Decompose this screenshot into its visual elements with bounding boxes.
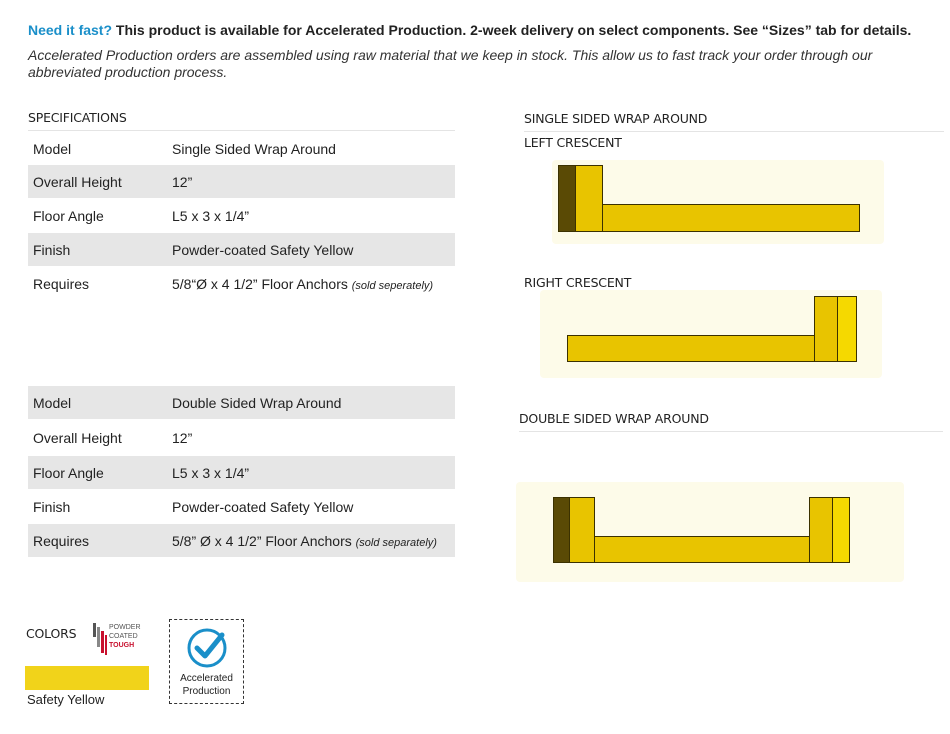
check-circle-icon [186, 627, 228, 669]
table-row [28, 266, 455, 301]
table-row [28, 386, 455, 419]
accelerated-notice [28, 22, 928, 38]
specifications-title: SPECIFICATIONS [28, 110, 127, 125]
double-sided-divider [519, 431, 943, 432]
table-row [28, 524, 455, 557]
spec-value: Double Sided Wrap Around [172, 394, 342, 411]
spec-key: Finish [33, 241, 71, 258]
accelerated-production-badge [169, 619, 244, 704]
table-row [28, 489, 455, 524]
need-it-fast-label: Need it fast? [28, 22, 113, 38]
spec-value: L5 x 3 x 1/4” [172, 207, 250, 224]
right-crescent-label: RIGHT CRESCENT [524, 275, 632, 290]
colors-title: COLORS [26, 626, 77, 641]
double-sided-title: DOUBLE SIDED WRAP AROUND [519, 411, 709, 426]
spec-key: Floor Angle [33, 464, 104, 481]
double-spec-table [28, 386, 455, 557]
table-row [28, 132, 455, 165]
safety-yellow-swatch [25, 666, 149, 690]
logo-line-2: COATED [109, 633, 138, 640]
spec-value: L5 x 3 x 1/4” [172, 464, 250, 481]
table-row [28, 198, 455, 233]
notice-text: This product is available for Accelerated Production. 2-week delivery on select components. See “Sizes” tab for details. [112, 22, 912, 38]
spec-key: Overall Height [33, 429, 122, 446]
spec-key: Finish [33, 498, 71, 515]
spec-value: 12” [172, 429, 193, 446]
table-row [28, 233, 455, 266]
single-spec-table [28, 132, 455, 301]
logo-line-1: POWDER [109, 624, 141, 631]
table-row [28, 456, 455, 489]
spec-key: Model [33, 140, 72, 157]
single-sided-title: SINGLE SIDED WRAP AROUND [524, 111, 708, 126]
spec-key: Floor Angle [33, 207, 104, 224]
intro-paragraph: Accelerated Production orders are assembled using raw material that we keep in stock. This allow us to fast track your order through our abbreviated production process. [28, 47, 873, 80]
spec-key: Overall Height [33, 173, 122, 190]
table-row [28, 165, 455, 198]
spec-value: 5/8” Ø x 4 1/2” Floor Anchors (sold separately) [172, 532, 437, 549]
spec-note: (sold separately) [355, 536, 437, 549]
specifications-divider [28, 130, 455, 131]
spec-key: Requires [33, 532, 90, 549]
left-crescent-label: LEFT CRESCENT [524, 135, 622, 150]
badge-label: Accelerated Production [180, 673, 233, 697]
spec-value: Single Sided Wrap Around [172, 140, 336, 157]
spec-value: Powder-coated Safety Yellow [172, 241, 354, 258]
table-row [28, 419, 455, 456]
spec-value: Powder-coated Safety Yellow [172, 498, 354, 515]
spec-note: (sold seperately) [351, 279, 434, 292]
spec-value: 5/8“Ø x 4 1/2” Floor Anchors (sold seperately) [172, 275, 434, 292]
spec-key: Requires [33, 275, 90, 292]
swatch-label: Safety Yellow [27, 692, 105, 707]
single-sided-divider [524, 131, 944, 132]
powder-coated-tough-logo [83, 621, 147, 661]
logo-line-3: TOUGH [109, 642, 135, 649]
spec-key: Model [33, 394, 72, 411]
spec-value: 12” [172, 173, 193, 190]
